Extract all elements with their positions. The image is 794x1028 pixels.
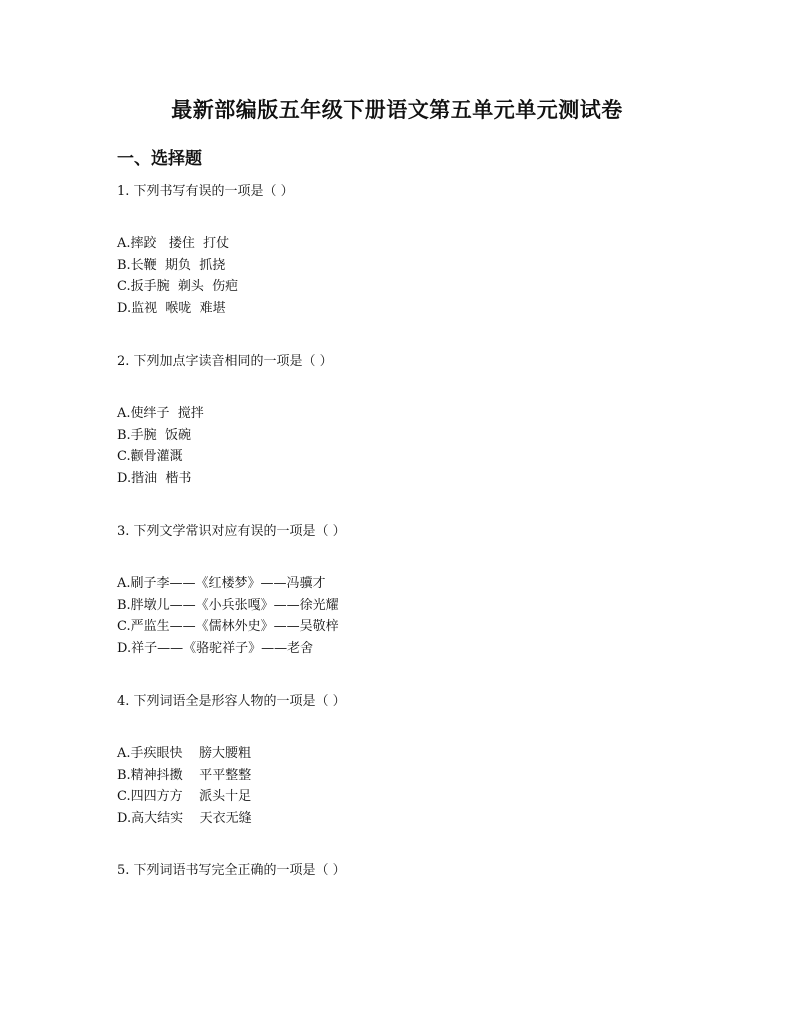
option-a: A.刷子李——《红楼梦》——冯骥才 [117,576,326,591]
question-stem: 1. 下列书写有误的一项是（ ） [117,184,294,199]
option-list [117,403,717,489]
document-title: 最新部编版五年级下册语文第五单元单元测试卷 [171,97,623,122]
question-stem: 5. 下列词语书写完全正确的一项是（ ） [117,863,346,878]
option-a: A.使绊子 搅拌 [117,406,204,421]
option-c: C.严监生——《儒林外史》——吴敬梓 [117,619,339,634]
question-stem: 3. 下列文学常识对应有误的一项是（ ） [117,524,346,539]
option-c: C.颧骨灌溉 [117,449,183,464]
option-list [117,573,717,659]
option-b: B.长鞭 期负 抓挠 [117,257,226,273]
question-3 [117,522,717,659]
option-list [117,233,717,319]
question-1 [117,182,717,319]
question-stem: 2. 下列加点字读音相同的一项是（ ） [117,354,333,369]
question-5 [117,861,717,881]
option-d: D.揩油 楷书 [117,470,192,486]
question-stem: 4. 下列词语全是形容人物的一项是（ ） [117,694,346,709]
option-d: D.高大结实 天衣无缝 [117,810,252,826]
option-list [117,743,717,829]
question-4 [117,692,717,829]
option-d: D.祥子——《骆驼祥子》——老舍 [117,640,314,656]
option-a: A.手疾眼快 膀大腰粗 [117,746,252,761]
option-b: B.手腕 饭碗 [117,427,191,443]
option-a: A.摔跤 搂住 打仗 [117,236,230,251]
section-title: 一、选择题 [117,149,202,169]
question-2 [117,352,717,489]
option-b: B.精神抖擞 平平整整 [117,767,252,783]
option-c: C.四四方方 派头十足 [117,789,252,804]
option-c: C.扳手腕 剃头 伤疤 [117,279,239,294]
option-b: B.胖墩儿——《小兵张嘎》——徐光耀 [117,597,339,613]
option-d: D.监视 喉咙 难堪 [117,300,226,316]
